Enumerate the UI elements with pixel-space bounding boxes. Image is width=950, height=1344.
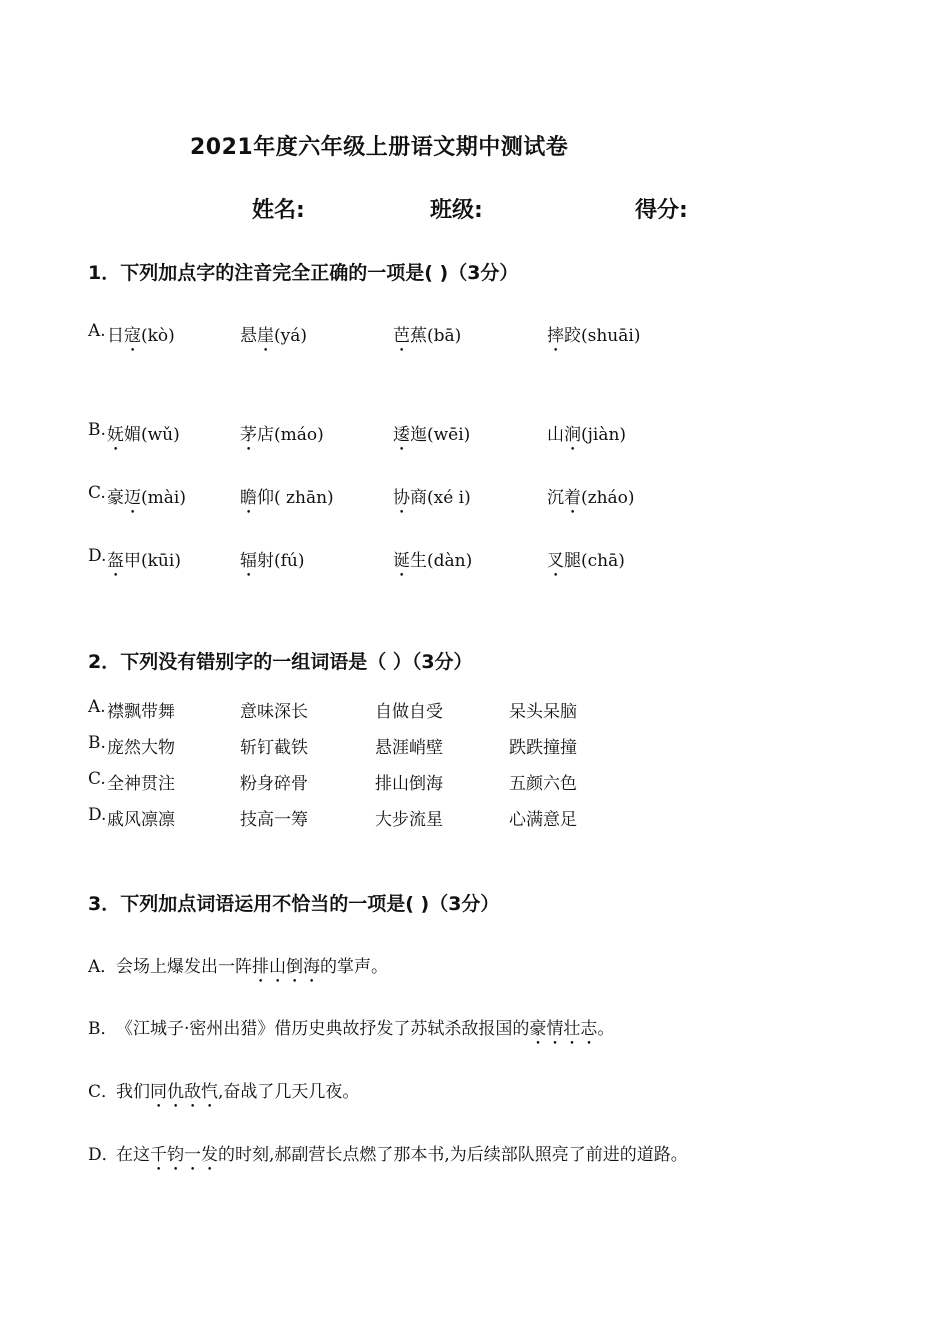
q3-option: B．《江城子·密州出猎》借历史典故抒发了苏轼杀敌报国的豪情壮志。: [88, 1019, 615, 1039]
q1-option-item: 沉着(zháo): [547, 488, 635, 508]
q1-option-item: 叉腿(chā): [547, 551, 625, 571]
q1-option-letter: A.: [88, 321, 106, 341]
q2-word: 意味深长: [240, 702, 308, 722]
q1-option-item: 诞生(dàn): [393, 551, 473, 571]
q2-word: 悬涯峭壁: [375, 738, 443, 758]
q2-word: 技高一筹: [240, 810, 308, 830]
q2-word: 排山倒海: [375, 774, 443, 794]
q1-option-letter: B.: [88, 420, 106, 440]
q1-option-item: 盔甲(kūi): [107, 551, 181, 571]
q3-option: D．在这千钧一发的时刻,郝副营长点燃了那本书,为后续部队照亮了前进的道路。: [88, 1145, 688, 1165]
q3-option: C．我们同仇敌忾,奋战了几天几夜。: [88, 1082, 360, 1102]
q1-option-item: 悬崖(yá): [240, 326, 308, 346]
class-label: 班级:: [430, 198, 483, 223]
q1-option-letter: C.: [88, 483, 106, 503]
q2-word: 斩钉截铁: [240, 738, 308, 758]
q1-stem: 1．下列加点字的注音完全正确的一项是( )（3分）: [88, 262, 519, 284]
q1-option-item: 辐射(fú): [240, 551, 305, 571]
q1-option-item: 协商(xé i): [393, 488, 471, 508]
q3-option: A．会场上爆发出一阵排山倒海的掌声。: [88, 957, 388, 977]
q1-option-item: 瞻仰( zhān): [240, 488, 334, 508]
q2-option-letter: B.: [88, 733, 106, 753]
q1-option-item: 豪迈(mài): [107, 488, 186, 508]
page-title: 2021年度六年级上册语文期中测试卷: [190, 135, 569, 160]
q1-option-item: 山涧(jiàn): [547, 425, 627, 445]
q2-word: 戚风凛凛: [107, 810, 175, 830]
q2-word: 呆头呆脑: [509, 702, 577, 722]
q2-stem: 2．下列没有错别字的一组词语是（ ）（3分）: [88, 651, 473, 673]
q2-word: 五颜六色: [509, 774, 577, 794]
q1-option-item: 妩媚(wǔ): [107, 425, 180, 445]
q3-stem: 3．下列加点词语运用不恰当的一项是( )（3分）: [88, 893, 500, 915]
q1-option-item: 逶迤(wēi): [393, 425, 471, 445]
q2-word: 跌跌撞撞: [509, 738, 577, 758]
q2-option-letter: A.: [88, 697, 106, 717]
q1-option-item: 茅店(máo): [240, 425, 324, 445]
q1-option-item: 摔跤(shuāi): [547, 326, 641, 346]
q2-word: 襟飘带舞: [107, 702, 175, 722]
q1-option-item: 芭蕉(bā): [393, 326, 462, 346]
q2-word: 粉身碎骨: [240, 774, 308, 794]
q1-option-item: 日寇(kò): [107, 326, 175, 346]
name-label: 姓名:: [252, 198, 305, 223]
q2-option-letter: C.: [88, 769, 106, 789]
q2-word: 全神贯注: [107, 774, 175, 794]
q2-word: 心满意足: [509, 810, 577, 830]
q2-word: 自做自受: [375, 702, 443, 722]
q1-option-letter: D.: [88, 546, 107, 566]
q2-word: 庞然大物: [107, 738, 175, 758]
q2-option-letter: D.: [88, 805, 107, 825]
score-label: 得分:: [635, 198, 688, 223]
q2-word: 大步流星: [375, 810, 443, 830]
